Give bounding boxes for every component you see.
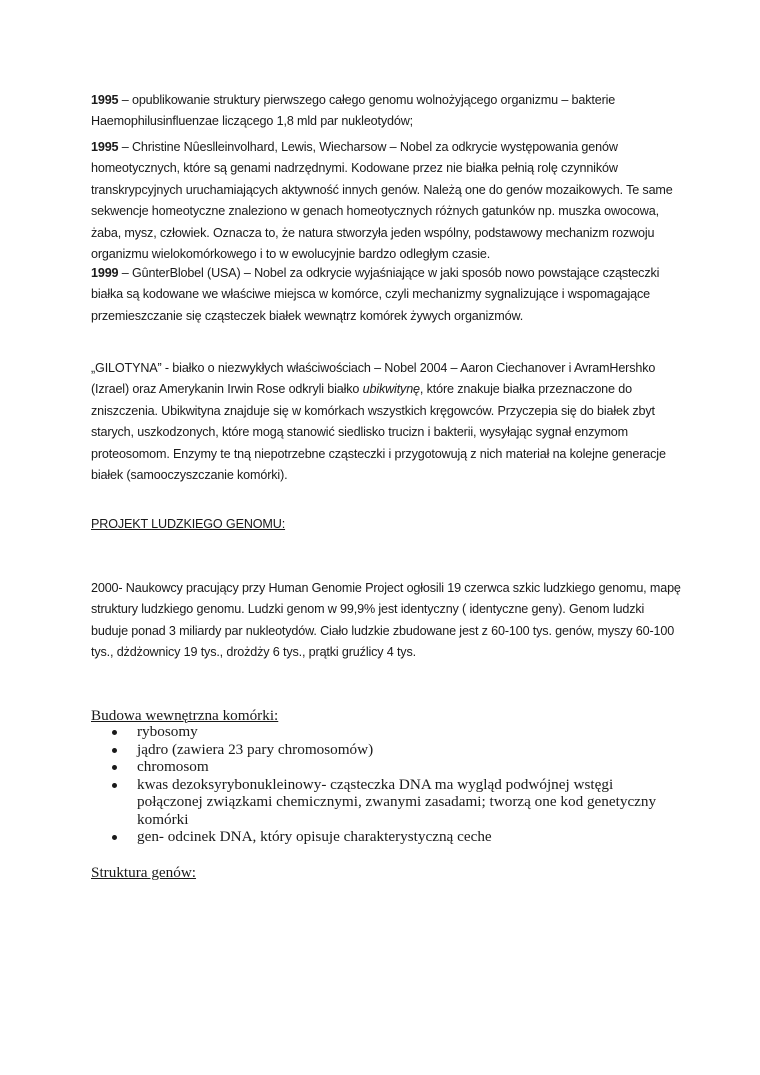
paragraph-1995-homeotic: [91, 137, 681, 265]
italic-term: ubikwitynę: [362, 382, 420, 397]
paragraph-1999-blobel: [91, 263, 681, 327]
paragraph-text: „GILOTYNA” - białko o niezwykłych właściwościach – Nobel 2004 – Aaron Ciechanover i AvramHershko (Izrael) oraz Amerykanin Irwin Rose odkryli białko: [91, 361, 656, 397]
year-label: 1999: [91, 266, 119, 280]
list-item: [91, 723, 671, 741]
year-label: 1995: [91, 93, 119, 107]
paragraph-text: , które znakuje białka przeznaczone do zniszczenia. Ubikwityna znajduje się w komórkach wszystkich kręgowców. Przyczepia się do białek zbyt starych, uszkodzonych, które mogą stanowić siedlisko trucizn i bakterii, wysyłając sygnał enzymom proteosomom. Enzymy te tną niepotrzebne cząsteczki i przygotowują z nich materiał na kolejne generacje białek (samooczyszczanie komórki).: [91, 382, 666, 483]
list-item: [91, 776, 671, 829]
paragraph-text: – opublikowanie struktury pierwszego całego genomu wolnożyjącego organizmu – bakterie Haemophilusinfluenzae liczącego 1,8 mld par nukleotydów;: [91, 93, 616, 129]
bullet-icon: [112, 765, 117, 770]
list-item-text: chromosom: [137, 758, 209, 775]
paragraph-1995-genome: [91, 90, 681, 133]
bullet-icon: [112, 748, 117, 753]
bullet-icon: [112, 835, 117, 840]
year-label: 1995: [91, 140, 119, 154]
bullet-icon: [112, 783, 117, 788]
list-item-text: kwas dezoksyrybonukleinowy- cząsteczka DNA ma wygląd podwójnej wstęgi połączonej związkami chemicznymi, zwanymi zasadami; tworzą one kod genetyczny komórki: [137, 775, 657, 828]
section-heading-projekt: PROJEKT LUDZKIEGO GENOMU:: [91, 517, 286, 531]
section-heading-struktura: Struktura genów:: [91, 864, 197, 881]
bullet-icon: [112, 730, 117, 735]
cell-structure-list: [91, 723, 671, 846]
list-item-text: rybosomy: [137, 723, 198, 740]
paragraph-2000-genome-project: 2000- Naukowcy pracujący przy Human Genomie Project ogłosili 19 czerwca szkic ludzkiego genomu, mapę struktury ludzkiego genomu. Ludzki genom w 99,9% jest identyczny ( identyczne geny). Genom ludzki buduje ponad 3 miliardy par nukleotydów. Ciało ludzkie zbudowane jest z 60-100 tys. genów, myszy 60-100 tys., dżdżownicy 19 tys., drożdży 6 tys., prątki gruźlicy 4 tys.: [91, 581, 681, 660]
list-item: [91, 758, 671, 776]
list-item-text: gen- odcinek DNA, który opisuje charakterystyczną ceche: [137, 828, 492, 845]
list-item: [91, 741, 671, 759]
list-item: [91, 828, 671, 846]
paragraph-gilotyna: [91, 358, 681, 486]
section-heading-budowa: Budowa wewnętrzna komórki:: [91, 707, 279, 724]
paragraph-text: – GȗnterBlobel (USA) – Nobel za odkrycie wyjaśniające w jaki sposób nowo powstające cząsteczki białka są kodowane we właściwe miejsca w komórce, czyli mechanizmy sygnalizujące i wspomagające przemieszczanie się cząsteczek białek wewnątrz komórek żywych organizmów.: [91, 266, 660, 323]
paragraph-text: – Christine Nȗeslleinvolhard, Lewis, Wiecharsow – Nobel za odkrycie występowania genów homeotycznych, które są genami nadrzędnymi. Kodowane przez nie białka pełnią rolę czynników transkrypcyjnych uruchamiających aktywność innych genów. Należą one do genów mozaikowych. Te same sekwencje homeotyczne znaleziono w genach homeotycznych różnych gatunków np. muszka owocowa, żaba, mysz, człowiek. Oznacza to, że natura stworzyła jeden wspólny, podstawowy mechanizm rozwoju organizmu wielokomórkowego i to w ewolucyjnie bardzo odległym czasie.: [91, 140, 673, 262]
list-item-text: jądro (zawiera 23 pary chromosomów): [137, 740, 374, 758]
